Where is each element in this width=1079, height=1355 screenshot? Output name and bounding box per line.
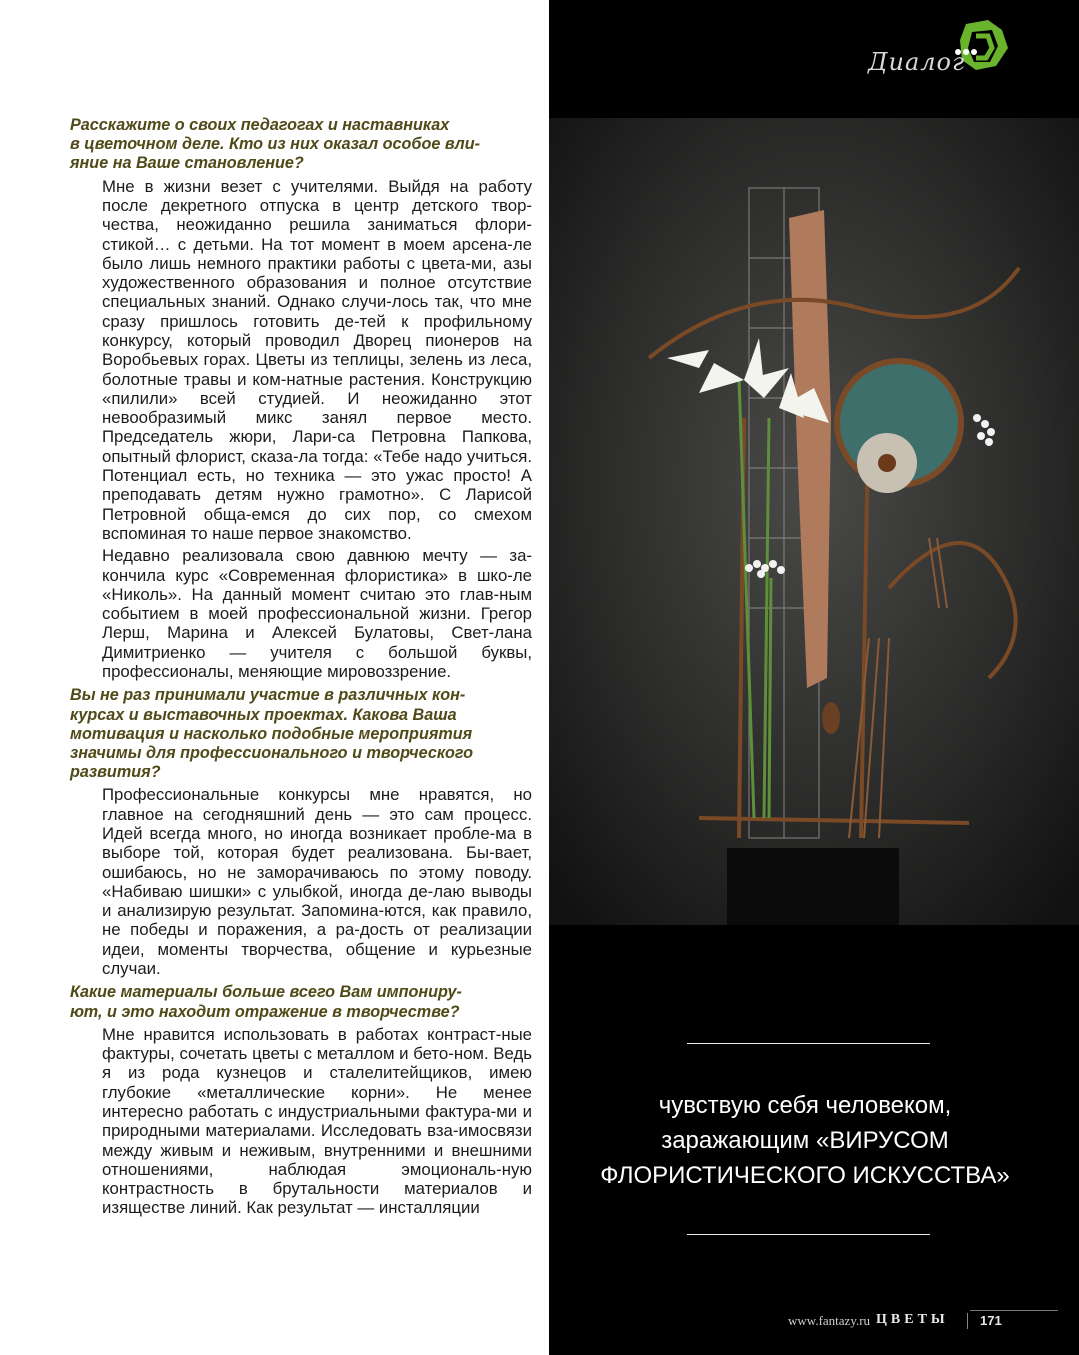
page-footer <box>780 1310 1060 1334</box>
answer-1-paragraph-2: Недавно реализовала свою давнюю мечту — за-кончила курс «Современная флористика» в шко-ле «Николь». На данный момент считаю это глав-ным событием в моей профессиональной жизни. Грегор Лерш, Марина и Алексей Булатовы, Свет-лана Димитриенко — учителя с большой буквы, профессионалы, меняющие мировоззрение. <box>102 546 532 682</box>
pull-quote: чувствую себя человеком, заражающим «ВИРУСОМ ФЛОРИСТИЧЕСКОГО ИСКУССТВА» <box>600 1092 1010 1189</box>
quote-bottom-rule <box>687 1234 930 1235</box>
section-logo <box>868 18 1012 80</box>
question-2: Вы не раз принимали участие в различных кон- курсах и выставочных проектах. Какова Ваша мотивация и насколько подобные мероприятия значимы для профессионального и творческого развития? <box>70 686 474 782</box>
quote-top-rule <box>687 1043 930 1044</box>
section-label: Диалог <box>868 48 966 76</box>
question-3: Какие материалы больше всего Вам импониру- ют, и это находит отражение в творчестве? <box>70 983 462 1021</box>
footer-separator <box>967 1313 968 1329</box>
answer-3-paragraph: Мне нравится использовать в работах контраст-ные фактуры, сочетать цветы с металлом и бето-ном. Ведь я из рода кузнецов и сталелитейщиков, имею глубокие «металлические корни». Не менее интересно работать с индустриальными фактура-ми и природными материалами. Исследовать вза-имосвязи между живым и неживым, внутренними и внешними отношениями, наблюдая эмоциональ-ную контрастность в брутальности материалов и изяществе линий. Как результат — инсталляции <box>102 1024 532 1218</box>
floral-installation-photo <box>549 118 1079 925</box>
page-number: 171 <box>980 1313 1002 1328</box>
article-column <box>70 116 532 1221</box>
footer-brand: ЦВЕТЫ <box>876 1312 949 1327</box>
footer-rule <box>970 1310 1058 1311</box>
footer-url: www.fantazy.ru <box>788 1313 871 1328</box>
answer-1-paragraph-1: Мне в жизни везет с учителями. Выйдя на работу после декретного отпуска в центр детского твор-чества, неожиданно решила заниматься флори-стикой… с детьми. На тот момент в моем арсена-ле было лишь немного практики работы с цвета-ми, азы художественного образования и полное отсутствие специальных знаний. Однако случи-лось так, что мне сразу пришлось готовить де-тей к профильному конкурсу, который проводил Дворец пионеров на Воробьевых горах. Цветы из теплицы, зелень из леса, болотные травы и ком-натные растения. Конструкцию «пилили» всей студией. И неожиданно этот невообразимый микс занял первое место. Председатель жюри, Лари-са Петровна Папкова, опытный флорист, сказа-ла тогда: «Тебе надо учиться. Потенциал есть, но техника — это ужас просто! А преподавать детям нужно грамотно». С Ларисой Петровной обща-емся до сих пор, со смехом вспоминая то наше первое знакомство. <box>102 176 532 543</box>
question-1: Расскажите о своих педагогах и наставниках в цветочном деле. Кто из них оказал особое вли- яние на Ваше становление? <box>70 116 480 173</box>
answer-2-paragraph: Профессиональные конкурсы мне нравятся, но главное на сегодняшний день — это сам процесс. Идей всегда много, но иногда возникает пробле-ма в выборе той, которая будет реализована. Бы-вает, ошибаюсь, но не заморачиваюсь по этому поводу. «Набиваю шишки» с улыбкой, иногда де-лаю выводы и анализирую результат. Запомина-ются, как правило, не победы и поражения, а ра-дость от реализации идеи, моменты творчества, общение и курьезные случаи. <box>102 785 532 979</box>
